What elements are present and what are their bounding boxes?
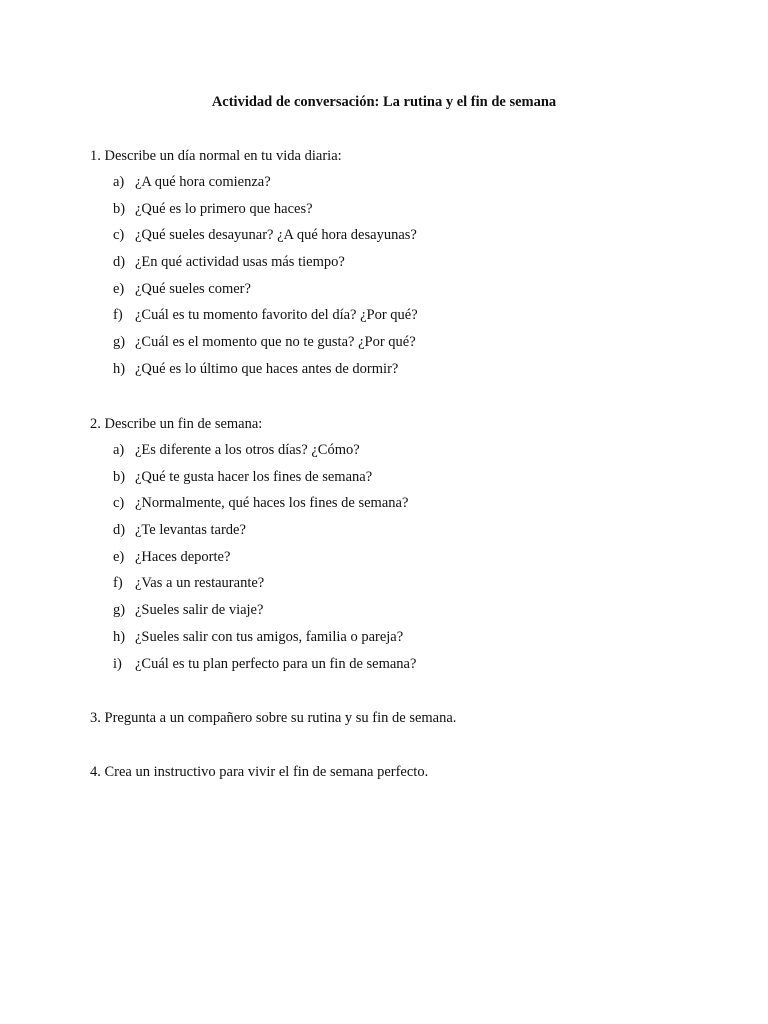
question-list — [90, 172, 730, 386]
item-letter: i) — [113, 655, 122, 672]
item-letter: f) — [113, 307, 123, 324]
section-weekend — [90, 414, 730, 680]
item-text: ¿Vas a un restaurante? — [135, 575, 265, 592]
item-text: ¿Qué es lo primero que haces? — [135, 200, 313, 217]
list-item — [90, 332, 730, 359]
item-text: ¿Qué te gusta hacer los fines de semana? — [135, 468, 373, 485]
list-item — [90, 547, 730, 574]
item-text: ¿Qué sueles comer? — [135, 280, 251, 297]
list-item — [90, 305, 730, 332]
item-letter: c) — [113, 495, 125, 512]
list-item — [90, 225, 730, 252]
item-text: ¿Normalmente, qué haces los fines de semana? — [135, 495, 409, 512]
list-item — [90, 600, 730, 627]
item-letter: a) — [113, 442, 125, 458]
item-text: ¿Te levantas tarde? — [135, 522, 246, 539]
item-text: ¿A qué hora comienza? — [135, 174, 271, 190]
item-letter: c) — [113, 227, 125, 244]
list-item — [90, 573, 730, 600]
section-create-instructions: 4. Crea un instructivo para vivir el fin de semana perfecto. — [90, 764, 429, 780]
item-letter: g) — [113, 602, 126, 619]
document-title: Actividad de conversación: La rutina y el fin de semana — [211, 94, 557, 110]
item-text: ¿Haces deporte? — [135, 548, 231, 565]
item-text: ¿Sueles salir de viaje? — [135, 602, 264, 619]
list-item — [90, 627, 730, 654]
item-text: ¿Cuál es tu plan perfecto para un fin de semana? — [135, 655, 417, 672]
list-item — [90, 654, 730, 681]
section-daily-routine — [90, 146, 730, 386]
list-item — [90, 520, 730, 547]
item-letter: d) — [113, 254, 126, 271]
item-letter: h) — [113, 628, 126, 645]
item-letter: f) — [113, 575, 123, 592]
section-ask-partner: 3. Pregunta a un compañero sobre su rutina y su fin de semana. — [90, 710, 457, 726]
item-text: ¿Qué sueles desayunar? ¿A qué hora desayunas? — [135, 227, 417, 244]
section-heading: 2. Describe un fin de semana: — [90, 416, 263, 432]
list-item — [90, 279, 730, 306]
item-letter: g) — [113, 334, 126, 351]
question-list — [90, 440, 730, 680]
item-letter: e) — [113, 548, 125, 565]
item-letter: e) — [113, 280, 125, 297]
section-heading: 1. Describe un día normal en tu vida diaria: — [90, 148, 342, 164]
item-letter: h) — [113, 360, 126, 377]
item-text: ¿Qué es lo último que haces antes de dormir? — [135, 360, 399, 377]
item-letter: d) — [113, 522, 126, 539]
list-item — [90, 252, 730, 279]
item-letter: b) — [113, 468, 126, 485]
list-item — [90, 493, 730, 520]
item-text: ¿Sueles salir con tus amigos, familia o pareja? — [135, 628, 404, 645]
list-item — [90, 359, 730, 386]
item-text: ¿Es diferente a los otros días? ¿Cómo? — [135, 442, 360, 458]
item-letter: b) — [113, 200, 126, 217]
item-text: ¿Cuál es el momento que no te gusta? ¿Por qué? — [135, 334, 416, 351]
list-item — [90, 199, 730, 226]
list-item — [90, 172, 730, 199]
item-letter: a) — [113, 174, 125, 190]
list-item — [90, 467, 730, 494]
item-text: ¿Cuál es tu momento favorito del día? ¿Por qué? — [135, 307, 418, 324]
list-item — [90, 440, 730, 467]
item-text: ¿En qué actividad usas más tiempo? — [135, 254, 345, 271]
